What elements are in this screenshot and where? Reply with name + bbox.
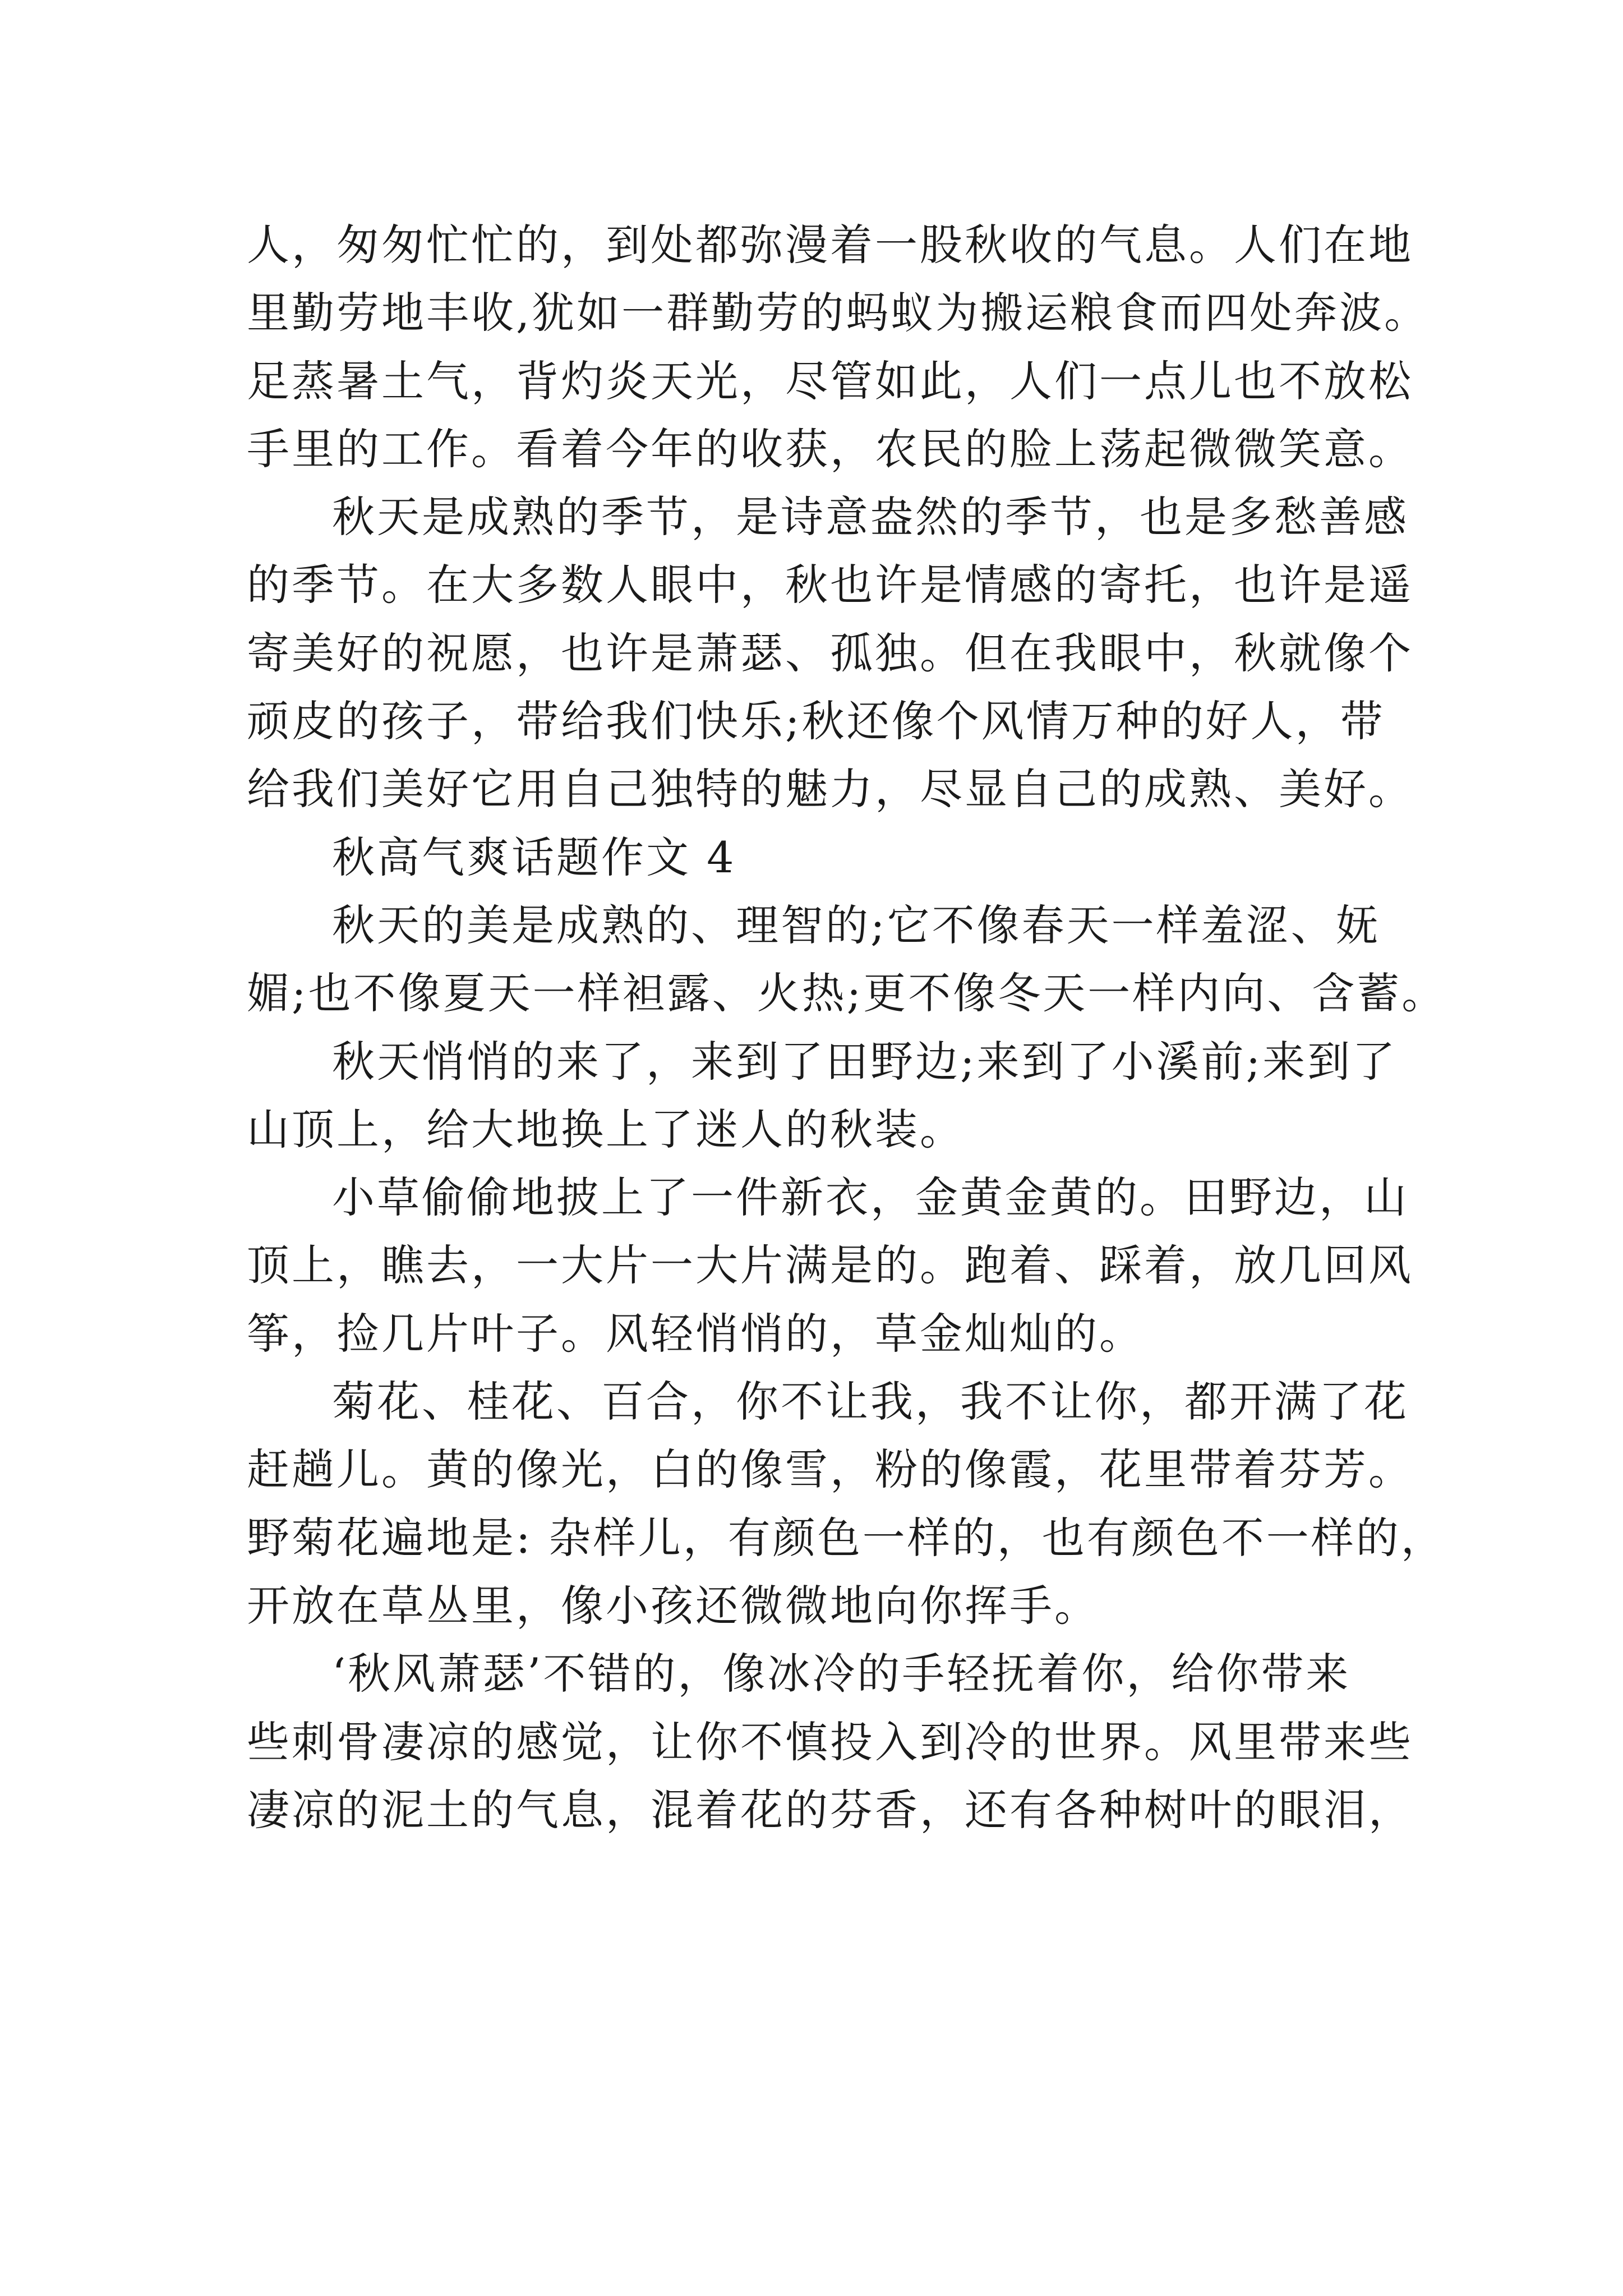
text-line: 里勤劳地丰收,犹如一群勤劳的蚂蚁为搬运粮食而四处奔波。 [247,288,1430,338]
text-line: 凄凉的泥土的气息，混着花的芬香，还有各种树叶的眼泪， [247,1784,1413,1835]
section-heading: 秋高气爽话题作文 4 [332,832,736,882]
paragraph-start-line: 秋天悄悄的来了，来到了田野边;来到了小溪前;来到了 [332,1036,1398,1087]
text-line: 顶上，瞧去，一大片一大片满是的。跑着、踩着，放几回风 [247,1240,1413,1291]
text-line: 给我们美好它用自己独特的魅力，尽显自己的成熟、美好。 [247,764,1413,815]
paragraph-start-line: 小草偷偷地披上了一件新衣，金黄金黄的。田野边，山 [332,1172,1409,1223]
text-line: 野菊花遍地是: 杂样儿，有颜色一样的，也有颜色不一样的， [247,1512,1446,1563]
paragraph-start-line: ‘秋风萧瑟’不错的，像冰冷的手轻抚着你，给你带来 [332,1649,1351,1699]
paragraph-start-line: 菊花、桂花、百合，你不让我，我不让你，都开满了花 [332,1377,1409,1427]
text-line: 手里的工作。看着今年的收获，农民的脸上荡起微微笑意。 [247,424,1413,474]
text-line: 些刺骨凄凉的感觉，让你不慎投入到冷的世界。风里带来些 [247,1717,1413,1767]
text-line: 的季节。在大多数人眼中，秋也许是情感的寄托，也许是遥 [247,560,1413,610]
text-line: 赶趟儿。黄的像光，白的像雪，粉的像霞，花里带着芬芳。 [247,1444,1413,1495]
text-line: 人，匆匆忙忙的，到处都弥漫着一股秋收的气息。人们在地 [247,220,1413,270]
paragraph-start-line: 秋天是成熟的季节，是诗意盎然的季节，也是多愁善感 [332,492,1409,542]
text-line: 足蒸暑土气，背灼炎天光，尽管如此，人们一点儿也不放松 [247,356,1413,406]
text-line: 山顶上，给大地换上了迷人的秋装。 [247,1104,965,1154]
text-line: 筝，捡几片叶子。风轻悄悄的，草金灿灿的。 [247,1308,1144,1359]
paragraph-start-line: 秋天的美是成熟的、理智的;它不像春天一样羞涩、妩 [332,900,1381,950]
text-line: 顽皮的孩子，带给我们快乐;秋还像个风情万种的好人，带 [247,696,1385,747]
essay-body [247,211,1447,1844]
text-line: 寄美好的祝愿，也许是萧瑟、孤独。但在我眼中，秋就像个 [247,628,1413,678]
text-line: 开放在草丛里，像小孩还微微地向你挥手。 [247,1580,1099,1631]
text-line: 媚;也不像夏天一样袒露、火热;更不像冬天一样内向、含蓄。 [247,968,1447,1019]
